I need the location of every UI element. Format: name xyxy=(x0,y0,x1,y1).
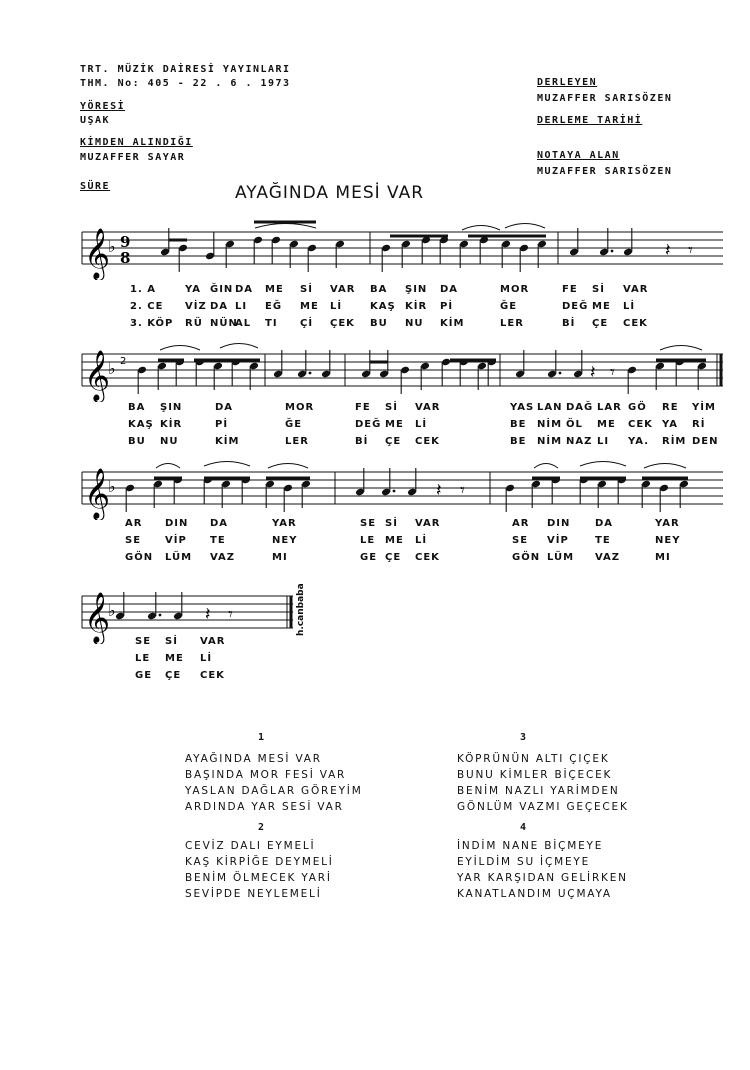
lyric-syllable: EĞ xyxy=(265,301,283,312)
time-signature-numerator: 9 xyxy=(120,233,131,251)
key-flat-icon: ♭ xyxy=(108,477,116,496)
lyric-syllable: LAR xyxy=(597,402,622,413)
lyric-syllable: Lİ xyxy=(623,301,636,312)
slur xyxy=(660,346,702,351)
staff-system-1 xyxy=(80,218,730,280)
lyric-syllable: DA xyxy=(210,301,229,312)
treble-clef-icon: 𝄞 xyxy=(84,592,111,643)
lyric-syllable: KİR xyxy=(160,419,183,430)
notation-value: MUZAFFER SARISÖZEN xyxy=(537,166,673,177)
verse-2 xyxy=(185,838,334,902)
lyric-syllable: Bİ xyxy=(562,318,576,329)
lyric-syllable: AR xyxy=(512,518,530,529)
key-flat-icon: ♭ xyxy=(108,601,116,620)
page-title: AYAĞINDA MESİ VAR xyxy=(235,183,425,203)
lyric-syllable: LI xyxy=(597,436,610,447)
lyric-syllable: ŞIN xyxy=(160,402,183,413)
lyric-syllable: VAR xyxy=(415,402,441,413)
lyric-syllable: ÇE xyxy=(592,318,609,329)
verse-number-3: 3 xyxy=(520,732,527,743)
lyric-syllable: DA xyxy=(595,518,614,529)
lyric-syllable: DEĞ xyxy=(562,301,589,312)
lyric-syllable: SE xyxy=(512,535,529,546)
lyric-syllable: MI xyxy=(272,552,288,563)
lyric-syllable: ĞE xyxy=(285,419,303,430)
lyric-syllable: RE xyxy=(662,402,679,413)
verse-line: KÖPRÜNÜN ALTI ÇIÇEK xyxy=(457,753,610,765)
lyric-syllable: YA xyxy=(185,284,202,295)
lyric-syllable: Sİ xyxy=(385,402,398,413)
verse-line: KAŞ KİRPİĞE DEYMELİ xyxy=(185,856,334,868)
verse-line: ARDINDA YAR SESİ VAR xyxy=(185,801,344,813)
arranger-signature: h.canbaba xyxy=(296,583,306,636)
verse-4 xyxy=(457,838,628,902)
rest-icon: 𝄽 xyxy=(205,604,211,625)
lyric-syllable: GÖN xyxy=(125,552,154,563)
lyric-syllable: DA xyxy=(235,284,254,295)
lyric-syllable: SE xyxy=(125,535,142,546)
lyric-syllable: Lİ xyxy=(200,653,213,664)
lyric-syllable: YİM xyxy=(692,402,716,413)
lyric-syllable: YA xyxy=(662,419,679,430)
duration-label: SÜRE xyxy=(80,181,111,192)
rest-icon: 𝄾 xyxy=(228,604,233,625)
lyric-syllable: FE xyxy=(355,402,371,413)
date-label: DERLEME TARİHİ xyxy=(537,115,643,126)
slur xyxy=(462,226,500,231)
rest-icon: 𝄽 xyxy=(590,362,596,383)
slur xyxy=(160,346,200,351)
lyric-syllable: YA. xyxy=(628,436,650,447)
verse-line: KANATLANDIM UÇMAYA xyxy=(457,888,612,900)
lyric-syllable: MOR xyxy=(285,402,315,413)
lyric-syllable: DA xyxy=(440,284,459,295)
verse-1 xyxy=(185,751,363,815)
key-flat-icon: ♭ xyxy=(108,237,116,256)
repeat-mark: 2 xyxy=(120,356,127,367)
lyric-syllable: BA xyxy=(370,284,388,295)
lyric-syllable: Pİ xyxy=(215,419,229,430)
lyric-syllable: VAZ xyxy=(595,552,621,563)
lyric-syllable: BU xyxy=(370,318,388,329)
rest-icon: 𝄽 xyxy=(436,480,442,501)
staff-system-2 xyxy=(80,340,730,402)
source-label: KİMDEN ALINDIĞI xyxy=(80,137,193,148)
lyric-syllable: KİM xyxy=(440,318,465,329)
verse-line: YAR KARŞIDAN GELİRKEN xyxy=(457,872,628,884)
lyric-syllable: DEĞ xyxy=(355,419,382,430)
slur xyxy=(534,464,558,469)
note-dot xyxy=(559,372,562,375)
lyric-syllable: ĞIN xyxy=(210,284,234,295)
verse-line: YASLAN DAĞLAR GÖREYİM xyxy=(185,785,363,797)
publisher: TRT. MÜZİK DAİRESİ YAYINLARI xyxy=(80,64,291,75)
lyric-syllable: MOR xyxy=(500,284,530,295)
lyric-syllable: MI xyxy=(655,552,671,563)
lyric-syllable: BE xyxy=(510,436,527,447)
lyric-syllable: ŞIN xyxy=(405,284,428,295)
lyric-syllable: Çİ xyxy=(300,318,314,329)
region-value: UŞAK xyxy=(80,115,111,126)
lyric-syllable: VAR xyxy=(330,284,356,295)
verse-line: CEVİZ DALI EYMELİ xyxy=(185,840,316,852)
lyric-syllable: GE xyxy=(135,670,153,681)
lyric-syllable: CEK xyxy=(415,552,440,563)
lyric-syllable: Sİ xyxy=(300,284,313,295)
lyric-syllable: YAS xyxy=(510,402,535,413)
verse-line: SEVİPDE NEYLEMELİ xyxy=(185,888,322,900)
lyric-syllable: LE xyxy=(360,535,376,546)
treble-clef-icon: 𝄞 xyxy=(84,228,111,279)
lyric-syllable: DAĞ xyxy=(566,402,594,413)
lyric-syllable: VAR xyxy=(623,284,649,295)
lyric-syllable: ME xyxy=(385,419,404,430)
lyric-syllable: ME xyxy=(385,535,404,546)
treble-clef-icon: 𝄞 xyxy=(84,468,111,519)
verse-line: AYAĞINDA MESİ VAR xyxy=(185,753,322,765)
lyric-syllable: NU xyxy=(405,318,424,329)
time-signature-denominator: 8 xyxy=(120,249,131,267)
lyric-syllable: ÇE xyxy=(385,552,402,563)
lyric-syllable: ME xyxy=(597,419,616,430)
compiler-value: MUZAFFER SARISÖZEN xyxy=(537,93,673,104)
verse-line: BUNU KİMLER BİÇECEK xyxy=(457,769,613,781)
lyric-syllable: KİM xyxy=(215,436,240,447)
rest-icon: 𝄾 xyxy=(460,480,465,501)
lyric-syllable: VİP xyxy=(165,535,187,546)
treble-clef-icon: 𝄞 xyxy=(84,350,111,401)
lyric-syllable: GE xyxy=(360,552,378,563)
lyric-syllable: LER xyxy=(500,318,524,329)
lyric-syllable: BU xyxy=(128,436,146,447)
lyric-syllable: ME xyxy=(300,301,319,312)
staff-system-3 xyxy=(80,458,730,520)
rest-icon: 𝄾 xyxy=(610,362,615,383)
lyric-syllable: LE xyxy=(135,653,151,664)
lyric-syllable: ÖL xyxy=(566,419,583,430)
slur xyxy=(204,462,250,467)
verse-number-4: 4 xyxy=(520,822,527,833)
lyric-syllable: NİM xyxy=(537,419,563,430)
lyric-syllable: 2. CE xyxy=(130,301,164,312)
lyric-syllable: SE xyxy=(135,636,152,647)
verse-line: GÖNLÜM VAZMI GEÇECEK xyxy=(457,801,629,813)
lyric-syllable: DA xyxy=(210,518,229,529)
slur xyxy=(255,224,316,229)
note-dot xyxy=(611,250,614,253)
lyric-syllable: ÇE xyxy=(165,670,182,681)
lyric-syllable: VAZ xyxy=(210,552,236,563)
lyric-syllable: NAZ xyxy=(566,436,593,447)
lyric-syllable: CEK xyxy=(200,670,225,681)
slur xyxy=(644,464,686,469)
lyric-syllable: AR xyxy=(125,518,143,529)
key-flat-icon: ♭ xyxy=(108,359,116,378)
slur xyxy=(505,224,545,229)
lyric-syllable: LER xyxy=(285,436,309,447)
lyric-syllable: LÜM xyxy=(165,552,193,563)
lyric-syllable: NU xyxy=(160,436,179,447)
lyric-syllable: Lİ xyxy=(330,301,343,312)
slur xyxy=(580,462,626,467)
lyric-syllable: Lİ xyxy=(415,535,428,546)
source-value: MUZAFFER SAYAR xyxy=(80,152,186,163)
compiler-label: DERLEYEN xyxy=(537,77,598,88)
lyric-syllable: TI xyxy=(265,318,278,329)
lyric-syllable: ÇEK xyxy=(330,318,355,329)
lyric-syllable: Sİ xyxy=(592,284,605,295)
note-dot xyxy=(159,614,162,617)
notation-label: NOTAYA ALAN xyxy=(537,150,620,161)
lyric-syllable: KAŞ xyxy=(128,419,154,430)
lyric-syllable: ME xyxy=(265,284,284,295)
lyric-syllable: GÖ xyxy=(628,402,647,413)
lyric-syllable: VİP xyxy=(547,535,569,546)
lyric-syllable: AL xyxy=(235,318,252,329)
lyric-syllable: ME xyxy=(592,301,611,312)
lyric-syllable: YAR xyxy=(272,518,297,529)
lyric-syllable: Bİ xyxy=(355,436,369,447)
lyric-syllable: TE xyxy=(210,535,226,546)
note-dot xyxy=(309,372,312,375)
lyric-syllable: VİZ xyxy=(185,301,207,312)
lyric-syllable: LAN xyxy=(537,402,563,413)
verse-3 xyxy=(457,751,629,815)
lyric-syllable: LI xyxy=(235,301,248,312)
lyric-syllable: VAR xyxy=(200,636,226,647)
lyric-syllable: Pİ xyxy=(440,301,454,312)
lyric-syllable: LÜM xyxy=(547,552,575,563)
lyric-syllable: FE xyxy=(562,284,578,295)
verse-line: EYİLDİM SU İÇMEYE xyxy=(457,856,591,868)
verse-number-1: 1 xyxy=(258,732,265,743)
verse-line: BENİM NAZLI YARİMDEN xyxy=(457,785,620,797)
lyric-syllable: CEK xyxy=(415,436,440,447)
lyric-syllable: DIN xyxy=(547,518,571,529)
lyric-syllable: DEN xyxy=(692,436,719,447)
note-dot xyxy=(393,490,396,493)
lyric-syllable: KAŞ xyxy=(370,301,396,312)
lyric-syllable: NÜN xyxy=(210,318,238,329)
slur xyxy=(220,344,258,349)
lyric-syllable: 3. KÖP xyxy=(130,318,174,329)
lyric-syllable: RÜ xyxy=(185,318,203,329)
lyric-syllable: NEY xyxy=(272,535,298,546)
lyric-syllable: BA xyxy=(128,402,146,413)
lyric-syllable: TE xyxy=(595,535,611,546)
lyric-syllable: Sİ xyxy=(165,636,178,647)
verse-number-2: 2 xyxy=(258,822,265,833)
lyric-syllable: ĞE xyxy=(500,301,518,312)
lyric-syllable: CEK xyxy=(628,419,653,430)
lyric-syllable: VAR xyxy=(415,518,441,529)
lyric-syllable: RİM xyxy=(662,436,687,447)
lyric-syllable: KİR xyxy=(405,301,428,312)
lyric-syllable: Rİ xyxy=(692,419,706,430)
lyric-syllable: ME xyxy=(165,653,184,664)
slur xyxy=(156,464,180,469)
lyric-syllable: SE xyxy=(360,518,377,529)
verse-line: İNDİM NANE BİÇMEYE xyxy=(457,840,604,852)
rest-icon: 𝄽 xyxy=(665,240,671,261)
lyric-syllable: NEY xyxy=(655,535,681,546)
lyric-syllable: Lİ xyxy=(415,419,428,430)
lyric-syllable: GÖN xyxy=(512,552,541,563)
lyric-syllable: DA xyxy=(215,402,234,413)
lyric-syllable: DIN xyxy=(165,518,189,529)
lyric-syllable: CEK xyxy=(623,318,648,329)
lyric-syllable: ÇE xyxy=(385,436,402,447)
rest-icon: 𝄾 xyxy=(688,240,693,261)
verse-line: BAŞINDA MOR FESİ VAR xyxy=(185,769,347,781)
staff-system-4 xyxy=(80,582,300,644)
lyric-syllable: BE xyxy=(510,419,527,430)
catalog-number: THM. No: 405 - 22 . 6 . 1973 xyxy=(80,78,291,89)
lyric-syllable: NİM xyxy=(537,436,563,447)
slur xyxy=(268,464,308,469)
lyric-syllable: YAR xyxy=(655,518,680,529)
region-label: YÖRESİ xyxy=(80,101,126,112)
verse-line: BENİM ÖLMECEK YARİ xyxy=(185,872,332,884)
lyric-syllable: 1. A xyxy=(130,284,156,295)
lyric-syllable: Sİ xyxy=(385,518,398,529)
